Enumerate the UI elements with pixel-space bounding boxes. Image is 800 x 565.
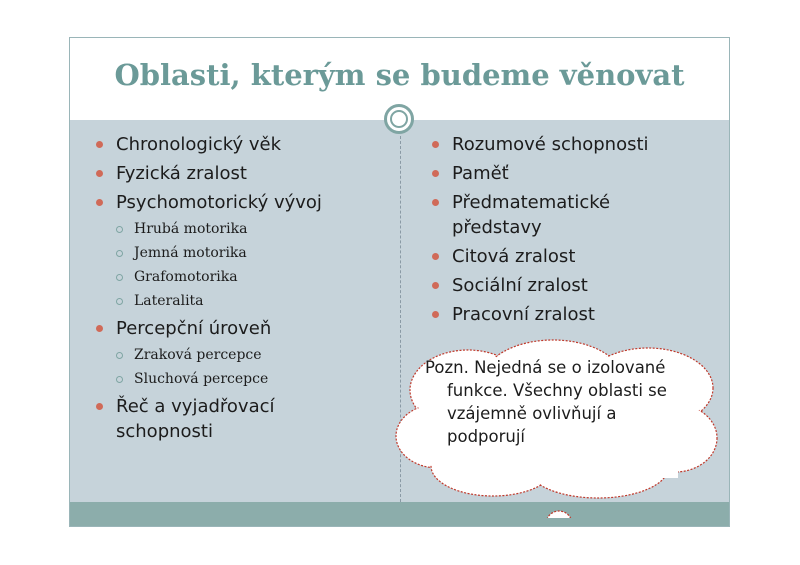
circle-bullet-icon bbox=[116, 352, 123, 359]
list-item bbox=[96, 132, 396, 157]
bullet-icon bbox=[96, 403, 103, 410]
sub-item-label: Jemná motorika bbox=[134, 245, 247, 261]
bullet-icon bbox=[432, 311, 439, 318]
note-line: vzájemně ovlivňují a bbox=[447, 404, 617, 423]
circle-bullet-icon bbox=[116, 274, 123, 281]
list-item bbox=[432, 273, 722, 298]
list-item-label-continued: schopnosti bbox=[116, 421, 213, 442]
list-item-label: Řeč a vyjadřovací bbox=[116, 396, 275, 417]
bullet-icon bbox=[96, 199, 103, 206]
sub-list-item bbox=[96, 217, 396, 241]
bullet-icon bbox=[432, 141, 439, 148]
sub-list bbox=[96, 343, 396, 391]
sub-list-item bbox=[96, 289, 396, 313]
circle-bullet-icon bbox=[116, 376, 123, 383]
list-item-label-continued: představy bbox=[452, 217, 542, 238]
sub-item-label: Sluchová percepce bbox=[134, 371, 269, 387]
list-item bbox=[432, 132, 722, 157]
note-text bbox=[425, 356, 715, 448]
list-item-label: Paměť bbox=[452, 163, 509, 184]
list-item bbox=[96, 161, 396, 186]
slide bbox=[69, 37, 730, 527]
left-bullet-list bbox=[96, 132, 396, 448]
sub-list bbox=[96, 217, 396, 313]
sub-item-label: Zraková percepce bbox=[134, 347, 262, 363]
note-line: podporují bbox=[447, 427, 526, 446]
sub-list-item bbox=[96, 343, 396, 367]
bullet-icon bbox=[96, 141, 103, 148]
bullet-icon bbox=[432, 282, 439, 289]
note-line: Pozn. Nejedná se o izolované bbox=[425, 358, 666, 377]
list-item bbox=[96, 190, 396, 215]
ring-ornament-icon bbox=[384, 104, 414, 134]
list-item bbox=[432, 190, 722, 240]
note-line: funkce. Všechny oblasti se bbox=[447, 381, 667, 400]
sub-item-label: Lateralita bbox=[134, 293, 204, 309]
list-item bbox=[96, 394, 396, 444]
bullet-icon bbox=[432, 170, 439, 177]
circle-bullet-icon bbox=[116, 250, 123, 257]
circle-bullet-icon bbox=[116, 226, 123, 233]
sub-list-item bbox=[96, 241, 396, 265]
bullet-icon bbox=[96, 170, 103, 177]
list-item-label: Chronologický věk bbox=[116, 134, 282, 155]
list-item bbox=[432, 244, 722, 269]
bullet-icon bbox=[432, 199, 439, 206]
list-item-label: Pracovní zralost bbox=[452, 304, 595, 325]
bullet-icon bbox=[432, 253, 439, 260]
sub-item-label: Grafomotorika bbox=[134, 269, 238, 285]
list-item-label: Fyzická zralost bbox=[116, 163, 247, 184]
right-bullet-list bbox=[432, 132, 722, 331]
list-item bbox=[432, 161, 722, 186]
list-item bbox=[96, 316, 396, 341]
list-item-label: Psychomotorický vývoj bbox=[116, 192, 322, 213]
list-item-label: Percepční úroveň bbox=[116, 318, 272, 339]
sub-item-label: Hrubá motorika bbox=[134, 221, 248, 237]
sub-list-item bbox=[96, 367, 396, 391]
list-item-label: Sociální zralost bbox=[452, 275, 588, 296]
sub-list-item bbox=[96, 265, 396, 289]
list-item-label: Citová zralost bbox=[452, 246, 576, 267]
circle-bullet-icon bbox=[116, 298, 123, 305]
list-item-label: Rozumové schopnosti bbox=[452, 134, 649, 155]
slide-title: Oblasti, kterým se budeme věnovat bbox=[114, 58, 685, 92]
list-item-label: Předmatematické bbox=[452, 192, 611, 213]
bullet-icon bbox=[96, 325, 103, 332]
list-item bbox=[432, 302, 722, 327]
